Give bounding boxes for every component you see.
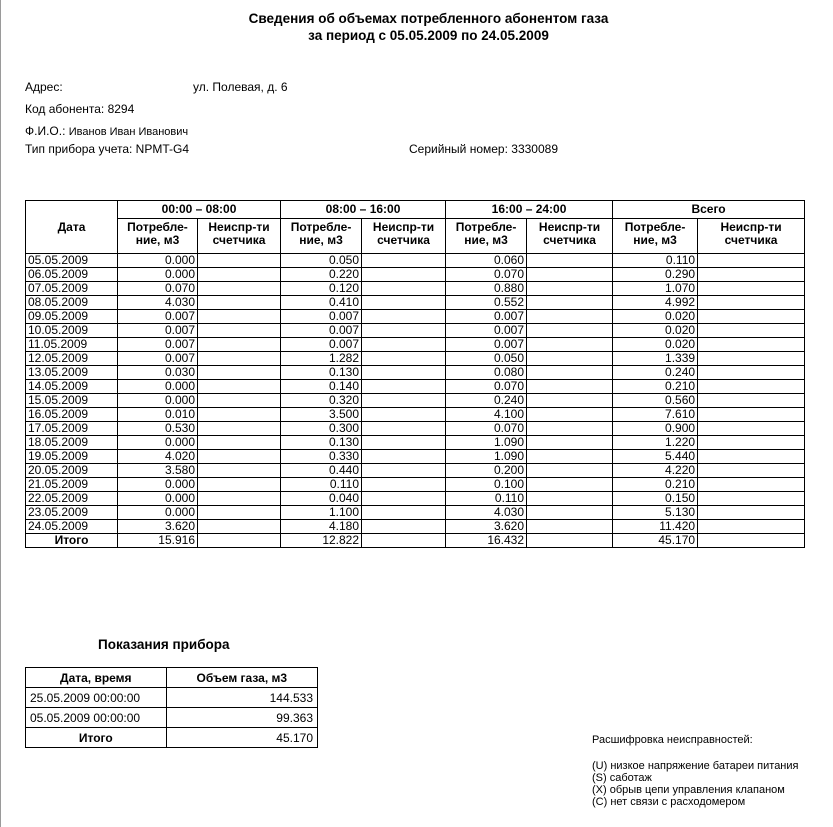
consumption-cell: 0.070	[118, 282, 198, 296]
fault-cell	[527, 492, 613, 506]
reading-datetime: 05.05.2009 00:00:00	[26, 708, 167, 728]
table-row	[26, 296, 805, 310]
fault-cell	[198, 478, 281, 492]
consumption-cell: 4.180	[281, 520, 362, 534]
fault-cell	[198, 380, 281, 394]
report-title: Сведения об объемах потребленного абонентом газа	[248, 11, 609, 26]
table-row	[26, 436, 805, 450]
fault-cell	[198, 338, 281, 352]
consumption-cell: 4.030	[118, 296, 198, 310]
fault-cell	[527, 282, 613, 296]
group-header: 16:00 – 24:00	[446, 201, 613, 219]
consumption-cell: 0.240	[613, 366, 698, 380]
fault-cell	[362, 408, 446, 422]
row-date: 06.05.2009	[26, 268, 118, 282]
fault-cell	[527, 520, 613, 534]
consumption-cell: 0.900	[613, 422, 698, 436]
table-row	[26, 380, 805, 394]
table-row	[26, 310, 805, 324]
consumption-cell: 0.552	[446, 296, 527, 310]
volume-header: Объем газа, м3	[166, 668, 317, 688]
fault-cell	[698, 366, 805, 380]
device-total-label: Итого	[26, 728, 167, 748]
row-date: 19.05.2009	[26, 450, 118, 464]
consumption-cell: 0.110	[281, 478, 362, 492]
table-row	[26, 268, 805, 282]
fault-cell	[362, 520, 446, 534]
fault-cell	[527, 380, 613, 394]
fault-cell	[198, 282, 281, 296]
table-row	[26, 688, 318, 708]
fault-cell	[198, 534, 281, 548]
fault-cell	[698, 492, 805, 506]
fio-label: Ф.И.О.:	[25, 124, 66, 138]
consumption-cell: 0.210	[613, 380, 698, 394]
consumption-cell: 0.120	[281, 282, 362, 296]
consumption-cell: 0.070	[446, 422, 527, 436]
table-row	[26, 352, 805, 366]
consumption-cell: 0.007	[281, 324, 362, 338]
fault-cell	[527, 464, 613, 478]
fault-cell	[527, 422, 613, 436]
consumption-cell: 1.282	[281, 352, 362, 366]
consumption-cell: 0.020	[613, 338, 698, 352]
fault-cell	[362, 310, 446, 324]
fault-cell	[698, 394, 805, 408]
fault-cell	[362, 478, 446, 492]
consumption-cell: 0.070	[446, 380, 527, 394]
consumption-cell: 1.100	[281, 506, 362, 520]
fault-cell	[198, 324, 281, 338]
table-row	[26, 366, 805, 380]
table-row	[26, 338, 805, 352]
fault-cell	[527, 366, 613, 380]
table-row	[26, 728, 318, 748]
fault-cell	[362, 380, 446, 394]
fault-cell	[362, 394, 446, 408]
consumption-cell: 4.220	[613, 464, 698, 478]
fault-cell	[527, 338, 613, 352]
consumption-cell: 0.030	[118, 366, 198, 380]
datetime-header: Дата, время	[26, 668, 167, 688]
row-date: 17.05.2009	[26, 422, 118, 436]
fault-cell	[198, 506, 281, 520]
table-row	[26, 708, 318, 728]
consumption-table	[25, 200, 805, 548]
row-date: 05.05.2009	[26, 254, 118, 268]
row-date: 20.05.2009	[26, 464, 118, 478]
reading-datetime: 25.05.2009 00:00:00	[26, 688, 167, 708]
consumption-cell: 0.007	[118, 338, 198, 352]
consumption-cell: 0.110	[613, 254, 698, 268]
consumption-cell: 1.339	[613, 352, 698, 366]
fault-subheader: Неиспр-ти счетчика	[362, 219, 446, 254]
fault-cell	[527, 310, 613, 324]
fault-cell	[527, 534, 613, 548]
fault-cell	[362, 296, 446, 310]
consumption-cell: 0.200	[446, 464, 527, 478]
consumption-cell: 0.000	[118, 478, 198, 492]
row-date: 08.05.2009	[26, 296, 118, 310]
fault-cell	[698, 478, 805, 492]
consumption-subheader: Потребле- ние, м3	[281, 219, 362, 254]
consumption-cell: 0.007	[118, 352, 198, 366]
date-header: Дата	[26, 201, 118, 254]
consumption-cell: 0.560	[613, 394, 698, 408]
row-date: 13.05.2009	[26, 366, 118, 380]
consumption-cell: 3.620	[118, 520, 198, 534]
legend-title: Расшифровка неисправностей:	[592, 734, 753, 746]
consumption-cell: 0.007	[281, 338, 362, 352]
fault-cell	[198, 310, 281, 324]
legend-item: (U) низкое напряжение батареи питания	[592, 760, 799, 772]
consumption-cell: 5.130	[613, 506, 698, 520]
total-value: 45.170	[613, 534, 698, 548]
page-left-border	[0, 0, 1, 827]
fault-cell	[527, 254, 613, 268]
table-row	[26, 254, 805, 268]
table-row	[26, 450, 805, 464]
consumption-cell: 3.500	[281, 408, 362, 422]
consumption-cell: 4.100	[446, 408, 527, 422]
fault-cell	[198, 408, 281, 422]
consumption-cell: 0.007	[446, 338, 527, 352]
fault-cell	[362, 450, 446, 464]
total-value: 16.432	[446, 534, 527, 548]
table-row	[26, 520, 805, 534]
consumption-cell: 0.130	[281, 436, 362, 450]
consumption-cell: 4.020	[118, 450, 198, 464]
fault-cell	[527, 394, 613, 408]
fault-cell	[527, 506, 613, 520]
fault-cell	[527, 436, 613, 450]
row-date: 23.05.2009	[26, 506, 118, 520]
consumption-cell: 0.007	[118, 324, 198, 338]
fault-cell	[198, 450, 281, 464]
fault-cell	[198, 254, 281, 268]
table-row	[26, 324, 805, 338]
total-row	[26, 534, 805, 548]
row-date: 21.05.2009	[26, 478, 118, 492]
row-date: 24.05.2009	[26, 520, 118, 534]
row-date: 11.05.2009	[26, 338, 118, 352]
fault-cell	[362, 254, 446, 268]
fio-line	[25, 124, 188, 138]
fault-cell	[362, 422, 446, 436]
fault-cell	[362, 506, 446, 520]
legend-item: (S) саботаж	[592, 772, 652, 784]
fio-value: Иванов Иван Иванович	[68, 126, 189, 138]
row-date: 15.05.2009	[26, 394, 118, 408]
consumption-cell: 0.050	[281, 254, 362, 268]
consumption-cell: 0.040	[281, 492, 362, 506]
table-row	[26, 408, 805, 422]
consumption-cell: 0.880	[446, 282, 527, 296]
fault-cell	[698, 324, 805, 338]
consumption-cell: 0.130	[281, 366, 362, 380]
fault-cell	[698, 282, 805, 296]
table-row	[26, 492, 805, 506]
consumption-cell: 0.150	[613, 492, 698, 506]
fault-cell	[362, 464, 446, 478]
total-value: 12.822	[281, 534, 362, 548]
group-header: Всего	[613, 201, 805, 219]
fault-cell	[698, 254, 805, 268]
row-date: 18.05.2009	[26, 436, 118, 450]
reading-volume: 99.363	[166, 708, 317, 728]
fault-cell	[698, 338, 805, 352]
fault-cell	[198, 464, 281, 478]
consumption-cell: 0.240	[446, 394, 527, 408]
consumption-cell: 4.030	[446, 506, 527, 520]
consumption-cell: 0.060	[446, 254, 527, 268]
fault-cell	[527, 408, 613, 422]
consumption-cell: 0.330	[281, 450, 362, 464]
fault-cell	[362, 436, 446, 450]
consumption-cell: 1.090	[446, 436, 527, 450]
fault-cell	[698, 310, 805, 324]
fault-subheader: Неиспр-ти счетчика	[527, 219, 613, 254]
consumption-cell: 0.007	[281, 310, 362, 324]
consumption-cell: 1.220	[613, 436, 698, 450]
serial-number: Серийный номер: 3330089	[409, 142, 558, 156]
device-total-value: 45.170	[166, 728, 317, 748]
fault-cell	[362, 352, 446, 366]
consumption-cell: 0.220	[281, 268, 362, 282]
consumption-cell: 0.000	[118, 492, 198, 506]
fault-cell	[362, 324, 446, 338]
fault-cell	[198, 296, 281, 310]
consumption-cell: 0.300	[281, 422, 362, 436]
consumption-subheader: Потребле- ние, м3	[446, 219, 527, 254]
consumption-cell: 0.320	[281, 394, 362, 408]
total-label: Итого	[26, 534, 118, 548]
fault-cell	[198, 492, 281, 506]
fault-cell	[527, 268, 613, 282]
row-date: 14.05.2009	[26, 380, 118, 394]
consumption-cell: 0.000	[118, 254, 198, 268]
consumption-cell: 0.007	[118, 310, 198, 324]
fault-cell	[698, 380, 805, 394]
fault-cell	[198, 366, 281, 380]
consumption-cell: 3.580	[118, 464, 198, 478]
fault-cell	[698, 352, 805, 366]
table-row	[26, 506, 805, 520]
fault-cell	[362, 492, 446, 506]
fault-cell	[198, 394, 281, 408]
consumption-cell: 1.070	[613, 282, 698, 296]
consumption-cell: 5.440	[613, 450, 698, 464]
consumption-subheader: Потребле- ние, м3	[613, 219, 698, 254]
row-date: 12.05.2009	[26, 352, 118, 366]
consumption-cell: 0.000	[118, 436, 198, 450]
address-label: Адрес:	[25, 80, 63, 94]
consumption-cell: 0.007	[446, 324, 527, 338]
device-type: Тип прибора учета: NPMT-G4	[25, 142, 190, 156]
report-period: за период с 05.05.2009 по 24.05.2009	[308, 28, 549, 43]
consumption-cell: 4.992	[613, 296, 698, 310]
fault-cell	[698, 520, 805, 534]
fault-cell	[698, 506, 805, 520]
fault-legend	[592, 760, 799, 808]
fault-cell	[527, 324, 613, 338]
group-header: 00:00 – 08:00	[118, 201, 281, 219]
consumption-cell: 0.110	[446, 492, 527, 506]
consumption-cell: 1.090	[446, 450, 527, 464]
legend-item: (C) нет связи с расходомером	[592, 796, 746, 808]
fault-cell	[698, 534, 805, 548]
consumption-cell: 11.420	[613, 520, 698, 534]
device-readings-title: Показания прибора	[98, 637, 230, 652]
row-date: 07.05.2009	[26, 282, 118, 296]
consumption-cell: 0.410	[281, 296, 362, 310]
total-value: 15.916	[118, 534, 198, 548]
consumption-cell: 0.530	[118, 422, 198, 436]
consumption-cell: 0.050	[446, 352, 527, 366]
consumption-cell: 0.100	[446, 478, 527, 492]
consumption-subheader: Потребле- ние, м3	[118, 219, 198, 254]
fault-cell	[362, 282, 446, 296]
reading-volume: 144.533	[166, 688, 317, 708]
fault-cell	[698, 296, 805, 310]
consumption-cell: 0.290	[613, 268, 698, 282]
subscriber-code: Код абонента: 8294	[25, 102, 135, 116]
fault-cell	[198, 422, 281, 436]
fault-cell	[698, 408, 805, 422]
row-date: 22.05.2009	[26, 492, 118, 506]
fault-cell	[698, 450, 805, 464]
fault-subheader: Неиспр-ти счетчика	[198, 219, 281, 254]
consumption-cell: 3.620	[446, 520, 527, 534]
fault-cell	[198, 520, 281, 534]
fault-cell	[198, 268, 281, 282]
row-date: 10.05.2009	[26, 324, 118, 338]
fault-cell	[362, 338, 446, 352]
fault-cell	[198, 352, 281, 366]
row-date: 16.05.2009	[26, 408, 118, 422]
legend-item: (X) обрыв цепи управления клапаном	[592, 784, 785, 796]
consumption-cell: 0.020	[613, 310, 698, 324]
row-date: 09.05.2009	[26, 310, 118, 324]
table-row	[26, 478, 805, 492]
fault-cell	[527, 450, 613, 464]
fault-cell	[698, 436, 805, 450]
fault-subheader: Неиспр-ти счетчика	[698, 219, 805, 254]
fault-cell	[362, 268, 446, 282]
table-row	[26, 422, 805, 436]
fault-cell	[527, 296, 613, 310]
group-header: 08:00 – 16:00	[281, 201, 446, 219]
consumption-cell: 0.007	[446, 310, 527, 324]
consumption-cell: 0.140	[281, 380, 362, 394]
table-row	[26, 394, 805, 408]
consumption-cell: 0.000	[118, 268, 198, 282]
consumption-cell: 0.440	[281, 464, 362, 478]
consumption-cell: 0.070	[446, 268, 527, 282]
fault-cell	[527, 478, 613, 492]
table-row	[26, 464, 805, 478]
device-readings-table	[25, 667, 318, 748]
table-row	[26, 282, 805, 296]
consumption-cell: 0.000	[118, 380, 198, 394]
consumption-cell: 7.610	[613, 408, 698, 422]
fault-cell	[698, 268, 805, 282]
consumption-cell: 0.010	[118, 408, 198, 422]
fault-cell	[698, 422, 805, 436]
fault-cell	[198, 436, 281, 450]
fault-cell	[362, 366, 446, 380]
fault-cell	[698, 464, 805, 478]
address-value: ул. Полевая, д. 6	[193, 80, 288, 94]
consumption-cell: 0.080	[446, 366, 527, 380]
fault-cell	[362, 534, 446, 548]
consumption-cell: 0.000	[118, 506, 198, 520]
consumption-cell: 0.210	[613, 478, 698, 492]
fault-cell	[527, 352, 613, 366]
consumption-cell: 0.000	[118, 394, 198, 408]
consumption-cell: 0.020	[613, 324, 698, 338]
